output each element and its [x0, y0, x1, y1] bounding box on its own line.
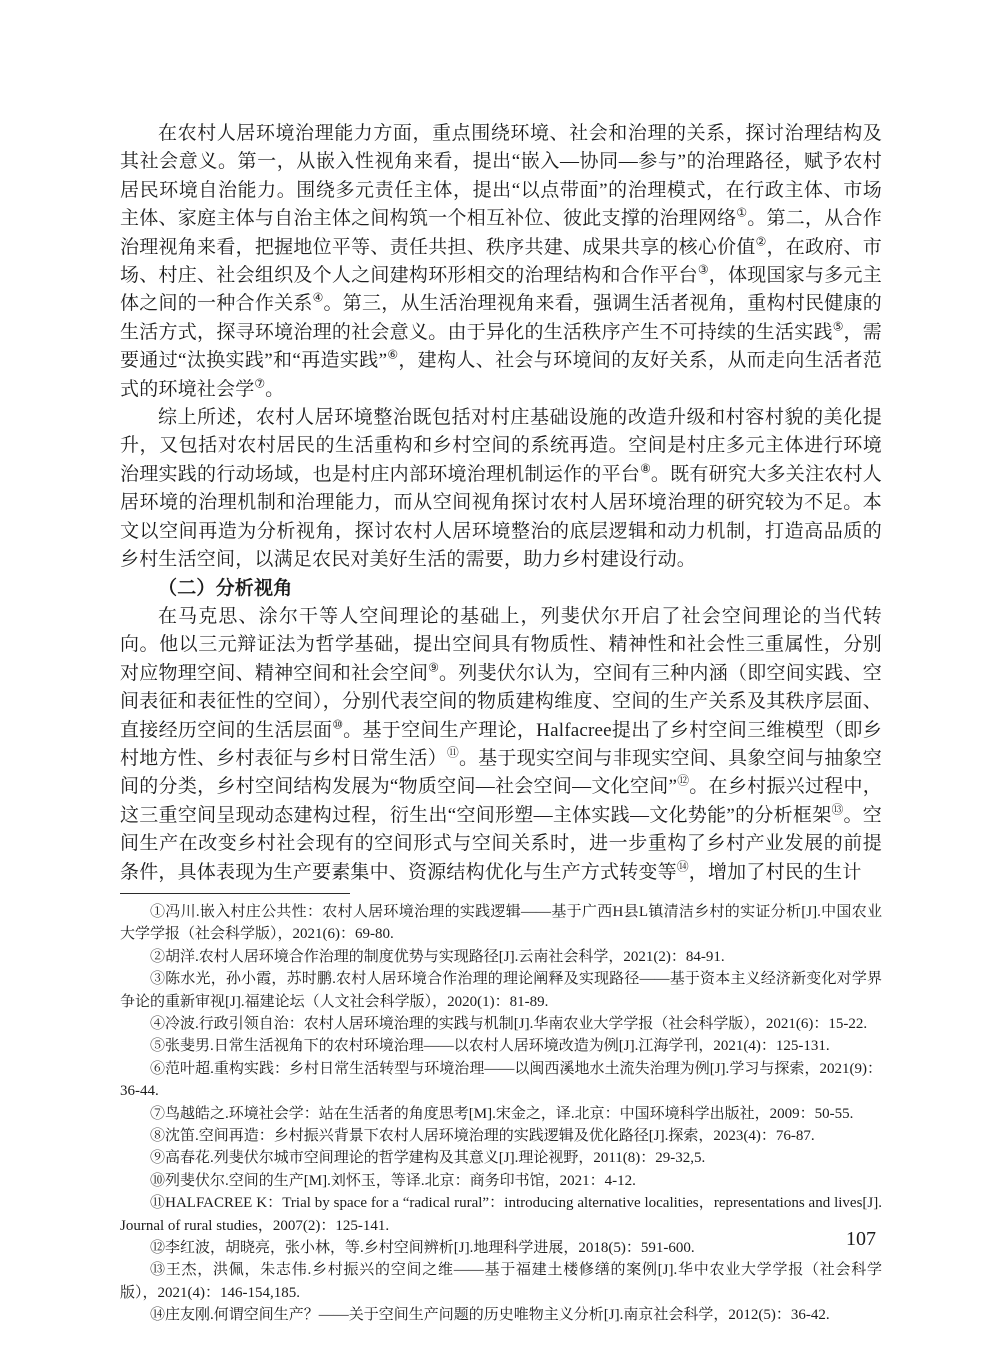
- footnote-ref: ⑨: [428, 661, 440, 675]
- footnote-item: ⑨高春花.列斐伏尔城市空间理论的哲学建构及其意义[J].理论视野，2011(8)：29-32,5.: [150, 1150, 706, 1167]
- body-paragraph: 综上所述，农村人居环境整治既包括对村庄基础设施的改造升级和村容村貌的美化提升，又包括对农村居民的生活重构和乡村空间的系统再造。空间是村庄多元主体进行环境治理实践的行动场域，也是村庄内部环境治理机制运作的平台⑧。既有研究大多关注农村人居环境的治理机制和治理能力，而从空间视角探讨农村人居环境治理的研究较为不足。本文以空间再造为分析视角，探讨农村人居环境整治的底层逻辑和动力机制，打造高品质的乡村生活空间，以满足农民对美好生活的需要，助力乡村建设行动。: [120, 407, 882, 571]
- footnote-item: ⑩列斐伏尔.空间的生产[M].刘怀玉，等译.北京：商务印书馆，2021：4-12.: [150, 1172, 636, 1189]
- footnote-ref: ③: [697, 263, 709, 277]
- section-heading: （二）分析视角: [158, 577, 293, 599]
- footnote-ref: ⑧: [640, 462, 651, 476]
- footnote-ref: ⑦: [254, 377, 266, 391]
- body-paragraph: 在马克思、涂尔干等人空间理论的基础上，列斐伏尔开启了社会空间理论的当代转向。他以三元辩证法为哲学基础，提出空间具有物质性、精神性和社会性三重属性，分别对应物理空间、精神空间和社会空间⑨。列斐伏尔认为，空间有三种内涵（即空间实践、空间表征和表征性的空间），分别代表空间的物质建构维度、空间的生产关系及其秩序层面、直接经历空间的生活层面⑩。基于空间生产理论，Halfacree提出了乡村空间三维模型（即乡村地方性、乡村表征与乡村日常生活）⑪。基于现实空间与非现实空间、具象空间与抽象空间的分类，乡村空间结构发展为“物质空间—社会空间—文化空间”⑫。在乡村振兴过程中，这三重空间呈现动态建构过程，衍生出“空间形塑—主体实践—文化势能”的分析框架⑬。空间生产在改变乡村社会现有的空间形式与空间关系时，进一步重构了乡村产业发展的前提条件，具体表现为生产要素集中、资源结构优化与生产方式转变等⑭，增加了村民的生计: [120, 605, 883, 883]
- body-paragraph: 在农村人居环境治理能力方面，重点围绕环境、社会和治理的关系，探讨治理结构及其社会意义。第一，从嵌入性视角来看，提出“嵌入—协同—参与”的治理路径，赋予农村居民环境自治能力。围绕多元责任主体，提出“以点带面”的治理模式，在行政主体、市场主体、家庭主体与自治主体之间构筑一个相互补位、彼此支撑的治理网络①。第二，从合作治理视角来看，把握地位平等、责任共担、秩序共建、成果共享的核心价值②，在政府、市场、村庄、社会组织及个人之间建构环形相交的治理结构和合作平台③，体现国家与多元主体之间的一种合作关系④。第三，从生活治理视角来看，强调生活者视角，重构村民健康的生活方式，探寻环境治理的社会意义。由于异化的生活秩序产生不可持续的生活实践⑤，需要通过“汰换实践”和“再造实践”⑥，建构人、社会与环境间的友好关系，从而走向生活者范式的环境社会学⑦。: [120, 123, 882, 400]
- footnote-item: ②胡洋.农村人居环境合作治理的制度优势与实现路径[J].云南社会科学，2021(2)：84-91.: [150, 948, 725, 965]
- body-paragraphs: [120, 120, 882, 887]
- footnote-item: ⑫李红波，胡晓亮，张小林，等.乡村空间辨析[J].地理科学进展，2018(5)：591-600.: [150, 1240, 695, 1257]
- footnote-ref: ⑥: [387, 348, 399, 362]
- footnote-ref: ⑭: [676, 860, 689, 874]
- article-content: [120, 120, 882, 1327]
- footnote-item: ⑬王杰，洪佩，朱志伟.乡村振兴的空间之维——基于福建土楼修缮的案例[J].华中农业大学学报（社会科学版），2021(4)：146-154,185.: [120, 1262, 882, 1301]
- footnote-item: ④冷波.行政引领自治：农村人居环境治理的实践与机制[J].华南农业大学学报（社会科学版），2021(6)：15-22.: [150, 1016, 868, 1032]
- footnote-ref: ⑪: [446, 746, 459, 760]
- footnotes-section: [120, 901, 882, 1327]
- footnote-item: ⑧沈笛.空间再造：乡村振兴背景下农村人居环境治理的实践逻辑及优化路径[J].探索，2023(4)：76-87.: [150, 1128, 815, 1145]
- footnote-separator: [120, 893, 350, 894]
- footnote-item: ⑤张斐男.日常生活视角下的农村环境治理——以农村人居环境改造为例[J].江海学刊，2021(4)：125-131.: [150, 1038, 830, 1055]
- footnote-ref: ⑬: [831, 803, 844, 817]
- footnote-item: ⑦鸟越皓之.环境社会学：站在生活者的角度思考[M].宋金之，译.北京：中国环境科学出版社，2009：50-55.: [150, 1105, 854, 1122]
- footnote-item: ①冯川.嵌入村庄公共性：农村人居环境治理的实践逻辑——基于广西H县L镇清洁乡村的实证分析[J].中国农业大学学报（社会科学版），2021(6)：69-80.: [120, 903, 882, 943]
- footnote-ref: ⑩: [332, 718, 344, 732]
- footnote-ref: ⑫: [677, 775, 690, 789]
- footnote-ref: ⑤: [832, 320, 844, 334]
- footnote-item: ③陈水光，孙小霞，苏时鹏.农村人居环境合作治理的理论阐释及实现路径——基于资本主义经济新变化对学界争论的重新审视[J].福建论坛（人文社会科学版），2020(1)：81-89.: [120, 971, 882, 1010]
- footnote-item: ⑥范叶超.重构实践：乡村日常生活转型与环境治理——以闽西溪地水土流失治理为例[J].学习与探索，2021(9)：36-44.: [120, 1060, 882, 1100]
- footnote-item: ⑭庄友刚.何谓空间生产？——关于空间生产问题的历史唯物主义分析[J].南京社会科学，2012(5)：36-42.: [150, 1307, 830, 1324]
- footnote-ref: ④: [312, 292, 324, 306]
- footnote-ref: ②: [755, 235, 767, 249]
- page-number: 107: [846, 1228, 876, 1250]
- footnote-item: ⑪HALFACREE K：Trial by space for a “radical rural”：introducing alternative localities，representations and lives[J]. Journal of rural studies，2007(2)：125-141.: [120, 1195, 882, 1234]
- footnote-ref: ①: [736, 206, 748, 220]
